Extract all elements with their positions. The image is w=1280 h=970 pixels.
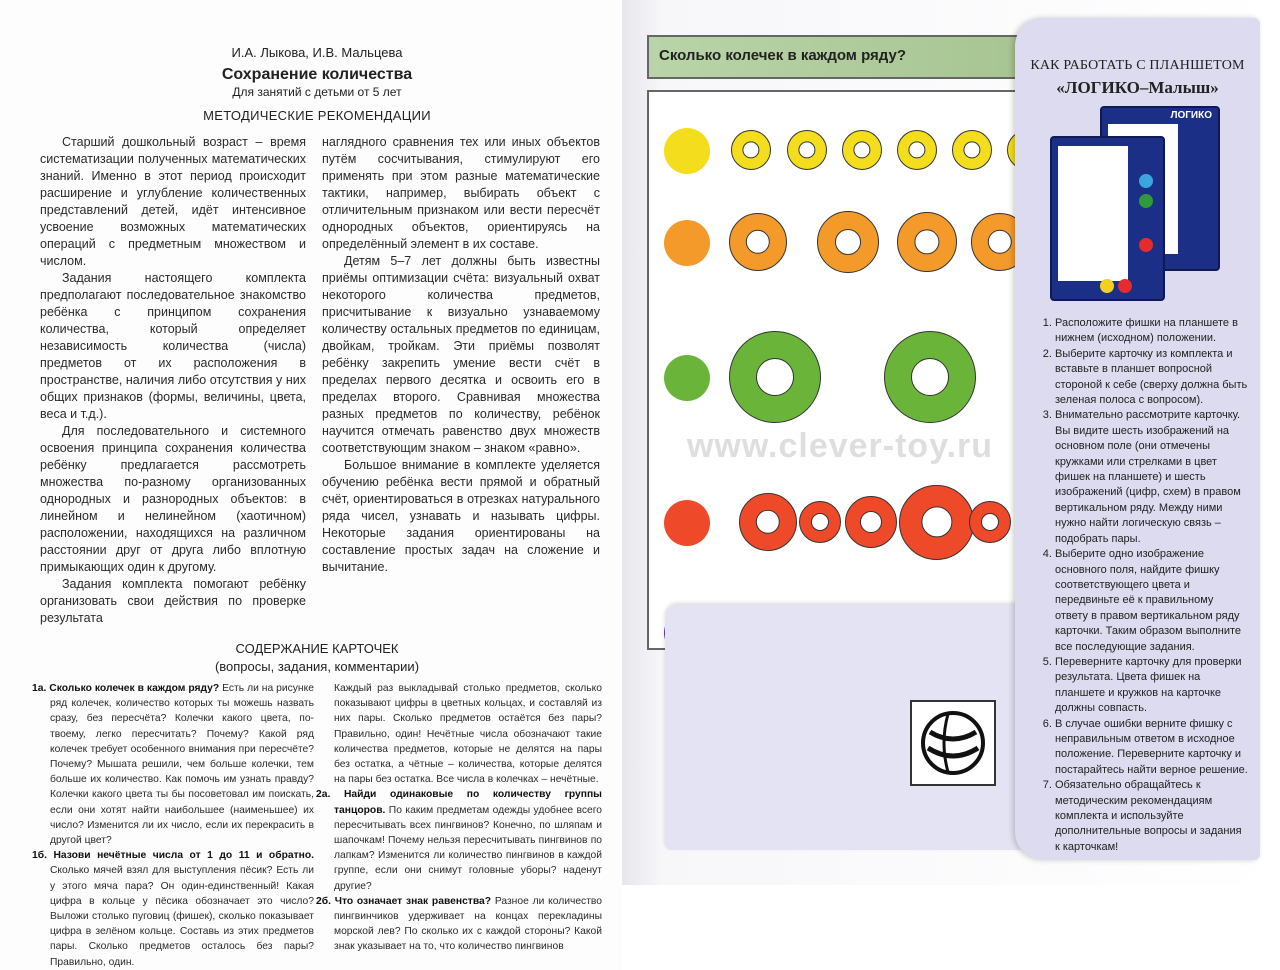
- paragraph: Задания комплекта помогают ребёнку организовать свои действия по проверке результата: [40, 577, 306, 625]
- instruction-card: [1015, 18, 1260, 860]
- item-text: Есть ли на рисунке ряд колечек, количество которых ты можешь назвать сразу, без пересчёта? Колечки какого цвета, по-твоему, легко пересчитать? Почему? Какой ряд колечек требует особенного внимания при пересчёте? Почему? Мышата решили, чем больше колечки, тем больше их количество. Как помочь им узнать правду? Колечки какого цвета ты бы посоветовал им поискать, если они хотят найти наибольшее (наименьшее) их число? Изменится ли их число, если их перекрасить в другой цвет?: [50, 683, 314, 847]
- item-text: По каким предметам одежды удобнее всего пересчитывать всех пингвинов? Конечно, по шляпам и шапочкам! Почему нельзя пересчитывать пингвинов по лапкам? Изменится ли количество пингвинов в каждой группе, если они снимут головные уборы? наденут другие?: [334, 804, 602, 892]
- recommendations-columns: [40, 134, 602, 627]
- ring: [952, 130, 992, 170]
- item-question: Назови нечётные числа от 1 до 11 и обратно.: [53, 850, 314, 862]
- item-continuation: Каждый раз выкладывай столько предметов, сколько показывают цифры в цветных кольцах, и составляй из них пары. Сколько предметов остаётся без пары? Правильно, один! Нечётные числа обозначают такие количества предметов, которые не делятся на пары без остатка, а чётные – количества, которые делятся на пары без остатка. Все числа в колечках – нечётные.: [334, 683, 602, 786]
- card-item-1a: [32, 681, 314, 848]
- card-question-bar: [647, 35, 1032, 79]
- ring: [731, 130, 771, 170]
- item-number: 1а.: [32, 683, 47, 694]
- color-dot: [664, 220, 710, 266]
- step: 6. В случае ошибки верните фишку с неправильным ответом в исходное положение. Переверните карточку и постарайтесь найти верное решение.: [1055, 717, 1249, 779]
- ring: [729, 331, 821, 423]
- item-number: 2а.: [316, 789, 331, 801]
- authors: И.А. Лыкова, И.В. Мальцева: [231, 45, 403, 60]
- paragraph: Детям 5–7 лет должны быть известны приёмы оптимизации счёта: визуальный охват некоторого количества предметов, присчитывание к визуально узнаваемому количеству остальных предметов по единицам, двойкам, тройкам. Эти приёмы позволят ребёнку закрепить умение вести счёт в пределах первого десятка и освоить его в пределах второго. Сравнивая множества разных предметов по количеству, ребёнок научится отмечать равенство двух множеств соответствующим знаком – знаком «равно».: [322, 254, 600, 455]
- card-rings-field: [647, 90, 1032, 650]
- ring: [799, 501, 841, 543]
- step: 5. Переверните карточку для проверки результата. Цвета фишек на планшете и кружков на карточке должны совпасть.: [1055, 655, 1249, 717]
- step: 1. Расположите фишки на планшете в нижнем (исходном) положении.: [1055, 316, 1249, 347]
- ring: [729, 213, 787, 271]
- ring: [897, 212, 957, 272]
- text-column-2: [322, 134, 600, 627]
- ring: [845, 496, 897, 548]
- product-name: «ЛОГИКО–Малыш»: [1056, 78, 1219, 97]
- color-dot: [664, 500, 710, 546]
- text-column-1: [40, 134, 306, 627]
- watermark: www.clever-toy.ru: [686, 427, 994, 465]
- card-item-2b: [316, 894, 602, 955]
- item-number: 2б.: [316, 895, 331, 907]
- paragraph: наглядного сравнения тех или иных объектов путём сосчитывания, стимулируют его применять при этом разные математические тактики, например, выбирать объект с отличительным признаком или вести пересчёт однородных объектов, ориентируясь на определённый элемент в их составе.: [322, 135, 600, 251]
- tablet-illustration-front: [1050, 136, 1165, 301]
- cards-column-1: [32, 681, 314, 970]
- instruction-title: КАК РАБОТАТЬ С ПЛАНШЕТОМ: [1030, 58, 1245, 73]
- step: 3. Внимательно рассмотрите карточку. Вы видите шесть изображений на основном поле (они отмечены кружками или стрелками в цвет фишек на планшете) и шесть изображений (цифр, схем) в правом вертикальном ряду. Между ними нужно найти логическую связь – подобрать пары.: [1055, 408, 1249, 547]
- item-question: Что означает знак равенства?: [334, 895, 492, 907]
- tablet-logo: ЛОГИКО: [1170, 110, 1212, 121]
- ring: [842, 130, 882, 170]
- instruction-steps: [1037, 316, 1249, 855]
- step: 7. Обязательно обращайтесь к методическим рекомендациям комплекта и используйте дополнительные вопросы и задания к карточкам!: [1055, 778, 1249, 855]
- item-text: Сколько мячей взял для выступления пёсик? Есть ли у этого мяча пара? Он один-единственный! Какая цифра в кольце у пёсика обозначает это число? Выложи столько пуговиц (фишек), сколько показывает цифра в зелёном кольце. Составь из этих предметов пары. Сколько предметов осталось без пары? Правильно, один.: [50, 865, 314, 968]
- step: 4. Выберите одно изображение основного поля, найдите фишку соответствующего цвета и передвиньте её к правильному ответу в правом вертикальном ряду карточки. Таким образом выполните все последующие задания.: [1055, 547, 1249, 655]
- ring: [897, 130, 937, 170]
- color-dot: [664, 128, 710, 174]
- ring: [884, 331, 976, 423]
- paragraph: Старший дошкольный возраст – время систематизации полученных математических знаний. Именно в этот период происходит расширение и углубление количественных представлений детей, идёт интенсивное усвоение возможных математических операций с предметным множеством и числом.: [40, 135, 306, 268]
- item-number: 1б.: [32, 850, 47, 862]
- booklet-title: Сохранение количества: [221, 66, 413, 83]
- ring: [969, 501, 1011, 543]
- card-item-1b: [32, 848, 314, 970]
- cards-column-2: [316, 681, 602, 970]
- item-question: Найди одинаковые по количеству группы танцоров.: [334, 789, 602, 816]
- ball-icon: [912, 702, 994, 784]
- item-question: Сколько колечек в каждом ряду?: [49, 683, 220, 694]
- section-title-contents: СОДЕРЖАНИЕ КАРТОЧЕК: [235, 641, 399, 656]
- section-title-recommendations: МЕТОДИЧЕСКИЕ РЕКОМЕНДАЦИИ: [203, 108, 431, 123]
- ring: [739, 493, 797, 551]
- paragraph: Для последовательного и системного освоения принципа сохранения количества ребёнку предлагается рассмотреть множества по-разному организованных однородных и разнородных объектов: в линейном и нелинейном (хаотичном) расположении, находящихся на различном расстоянии друг от друга либо вплотную примыкающих один к другому.: [40, 424, 306, 574]
- booklet-subtitle: Для занятий с детьми от 5 лет: [232, 85, 402, 99]
- left-page: [0, 0, 622, 970]
- item-text: Разное ли количество пингвинчиков удерживает на концах перекладины морской лев? По сколько их с каждой стороны? Какой знак указывает на то, что количество пингвинов: [334, 895, 602, 953]
- section-subtitle-contents: (вопросы, задания, комментарии): [214, 659, 420, 674]
- ring: [817, 211, 879, 273]
- cards-columns: [32, 681, 602, 970]
- paragraph: Задания настоящего комплекта предполагают последовательное знакомство ребёнка с принципом сохранения количества, который определяет независимость количества (числа) предметов от их расположения в пространстве, наличия либо отсутствия у них общих признаков (формы, величины, цвета, веса и т.д.).: [40, 271, 306, 421]
- ring: [787, 130, 827, 170]
- ball-answer-box: [910, 700, 996, 786]
- card-item-2a: [316, 787, 602, 893]
- ring: [899, 485, 974, 560]
- paragraph: Большое внимание в комплекте уделяется обучению ребёнка вести прямой и обратный счёт, ориентироваться в отрезках натурального ряда чисел, узнавать и называть цифры. Некоторые задания ориентированы на составление простых задач на сложение и вычитание.: [322, 458, 600, 574]
- step: 2. Выберите карточку из комплекта и вставьте в планшет вопросной стороной к себе (сверху должна быть зеленая полоса с вопросом).: [1055, 347, 1249, 409]
- card-question: Сколько колечек в каждом ряду?: [659, 47, 906, 64]
- color-dot: [664, 355, 710, 401]
